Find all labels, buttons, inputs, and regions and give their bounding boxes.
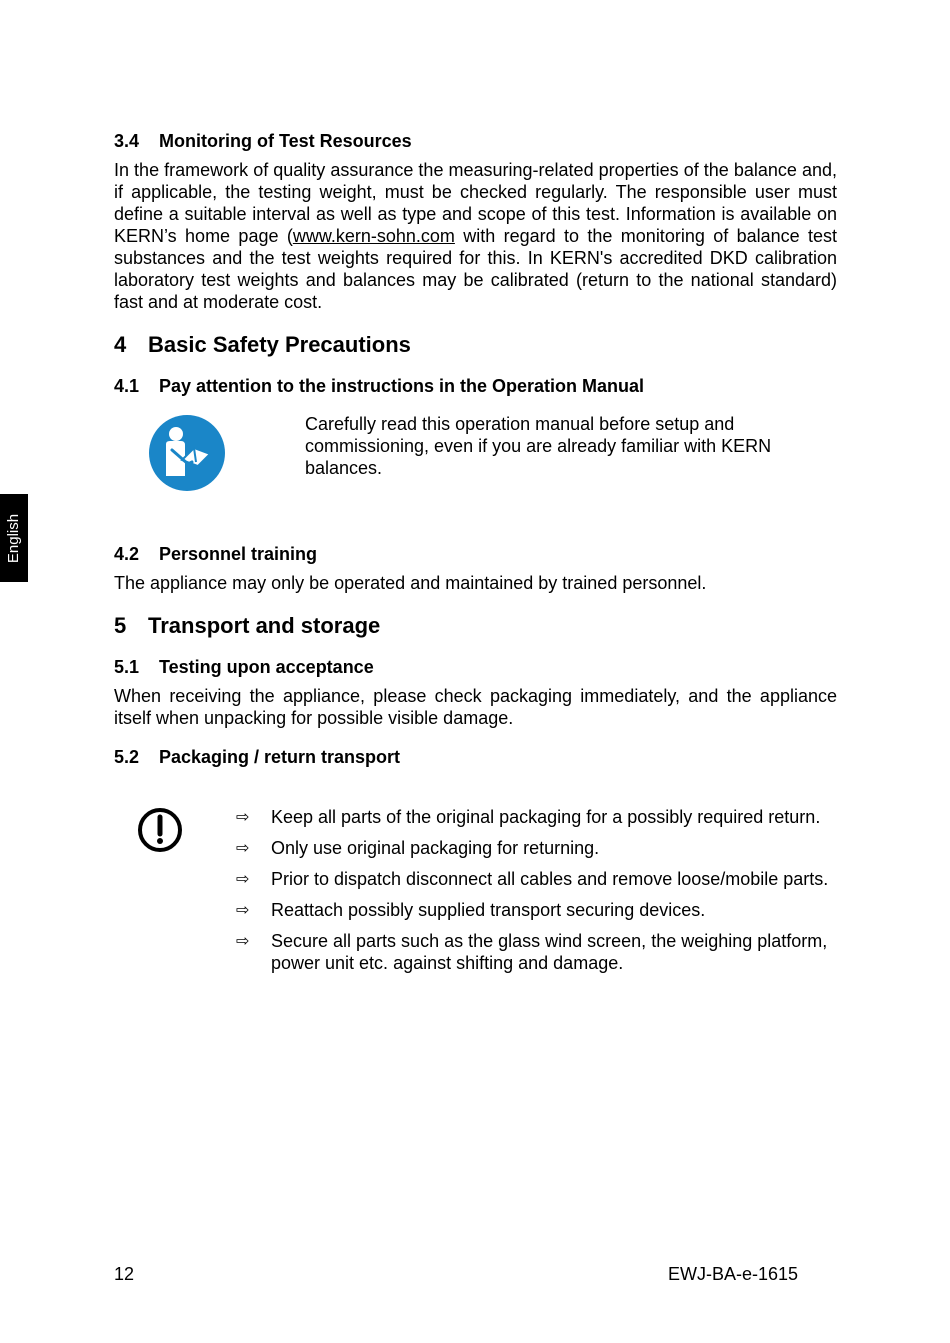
- heading-title: Packaging / return transport: [159, 747, 401, 767]
- heading-number: 4.2: [114, 544, 140, 564]
- arrow-right-icon: ⇨: [236, 933, 250, 950]
- list-item-text: Keep all parts of the original packaging for a possibly required return.: [271, 807, 821, 827]
- paragraph-3-4: [114, 159, 837, 313]
- arrow-right-icon: ⇨: [236, 840, 250, 857]
- arrow-right-icon: ⇨: [236, 871, 250, 888]
- list-item: [236, 899, 836, 921]
- page-number: 12: [114, 1264, 135, 1284]
- document-code: EWJ-BA-e-1615: [668, 1264, 799, 1284]
- heading-number: 5.2: [114, 747, 140, 767]
- heading-4: [114, 332, 411, 358]
- heading-number: 4.1: [114, 376, 140, 396]
- heading-title: Testing upon acceptance: [159, 657, 374, 677]
- arrow-right-icon: ⇨: [236, 809, 250, 826]
- heading-5-2: [114, 747, 400, 768]
- list-item: [236, 868, 836, 890]
- arrow-right-icon: ⇨: [236, 902, 250, 919]
- heading-title: Personnel training: [159, 544, 318, 564]
- list-item-text: Only use original packaging for returning.: [271, 838, 600, 858]
- list-item: [236, 930, 836, 974]
- kern-website-link[interactable]: www.kern-sohn.com: [292, 226, 455, 246]
- heading-3-4: [114, 131, 412, 152]
- list-item-text: Prior to dispatch disconnect all cables and remove loose/mobile parts.: [271, 869, 829, 889]
- heading-5-1: [114, 657, 374, 678]
- heading-number: 5: [114, 613, 127, 638]
- list-item-text: Secure all parts such as the glass wind screen, the weighing platform, power unit etc. against shifting and damage.: [271, 931, 828, 973]
- heading-5: [114, 613, 380, 639]
- read-manual-icon: [148, 414, 226, 492]
- heading-title: Monitoring of Test Resources: [159, 131, 412, 151]
- heading-number: 4: [114, 332, 127, 357]
- read-manual-note: Carefully read this operation manual before setup and commissioning, even if you are already familiar with KERN balances.: [305, 414, 772, 478]
- list-item: [236, 806, 836, 828]
- heading-title: Pay attention to the instructions in the Operation Manual: [159, 376, 645, 396]
- language-tab: [0, 494, 28, 582]
- heading-4-1: [114, 376, 644, 397]
- language-tab-label: English: [5, 513, 23, 563]
- packaging-bullet-list: [236, 806, 836, 983]
- heading-4-2: [114, 544, 317, 565]
- heading-title: Transport and storage: [148, 613, 381, 638]
- paragraph-text: In the framework of quality assurance the measuring-related properties of the balance and, if applicable, the testing weight, must be checked regularly. The responsible user must define a suitable interval as well as type and scope of this test. Information is available on KERN’s home page (: [114, 160, 837, 246]
- heading-title: Basic Safety Precautions: [148, 332, 411, 357]
- heading-number: 3.4: [114, 131, 140, 151]
- paragraph-4-2: The appliance may only be operated and maintained by trained personnel.: [114, 573, 707, 593]
- list-item: [236, 837, 836, 859]
- paragraph-5-1: When receiving the appliance, please check packaging immediately, and the appliance itself when unpacking for possible visible damage.: [114, 686, 837, 728]
- list-item-text: Reattach possibly supplied transport securing devices.: [271, 900, 706, 920]
- heading-number: 5.1: [114, 657, 140, 677]
- paragraph-text: with regard to the monitoring of balance test substances and the test weights required for this. In KERN's accredited DKD calibration laboratory test weights and balances may be calibrated (return to the national standard) fast and at moderate cost.: [114, 226, 838, 312]
- exclamation-circle-icon: [136, 806, 184, 854]
